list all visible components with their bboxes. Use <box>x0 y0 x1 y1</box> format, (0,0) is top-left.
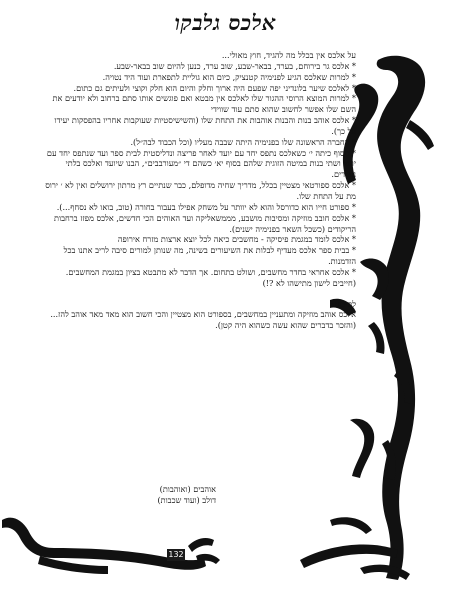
signature-block <box>157 484 216 506</box>
list-item: * אלכס חובב מוזיקה ומסיבות מושבע, מממשאליקה ועד האוהים הכי חדשים, אלכס מפזז ברחבות הריקודים (כשכל השאר בפנימיה ישנים). <box>54 212 356 234</box>
summary-text: אלכס אוהב מוזיקה ומתעניין במחשבים, בספורט הוא מצטיין והכי חשוב הוא מאד מאד אוהב להז... (והזכר בדברים שהוא עשה כשהוא היה קטן). <box>50 309 356 331</box>
page-number: 132 <box>168 550 184 559</box>
list-item: * אלכס לומד במגמת פיסיקה - מחשבים כיאה לכל יוצא ארצות מזרח אירופה <box>117 234 356 245</box>
list-item: * אלכס ספורטאי מצטיין בכלל, מדריך שחיה מדופלם, כבר שנתיים רץ מרתון ירושלים ואין לא ׳ ירוס מת על התחת שלו. <box>45 180 356 201</box>
list-item: * מסוף כיתה י׳ כשאלכס נתפס יחד עם יועד לאחר פריצה ונדליסטית לבית ספר ועד שנתפס יחד עם יועד ושתי בנות במיטה הזוגית שלהם בסוף יא׳ כשהם די ״מעורבבים״, הבנו שיועד ואלכס בלתי נפרדים. <box>46 147 356 180</box>
list-item: * אלכס אחראי בחדר מחשבים, ושולט בתחום. אך הדבר לא מתבטא בציון במגמת המחשבים. (חייבים לישון מתישהו לא ?!) <box>65 266 356 288</box>
list-item: * למרות שאלכס הגיע לפנימיה קטנציק, כיום הוא גוליית לתפארת ועוד היד נטויה. <box>102 71 356 82</box>
summary-section <box>44 299 356 332</box>
list-item: * בבית ספר אלכס מעדיף לבלות את השיעורים בשינה, מה שנותן למורים סיבה לריב אתנו בכל הזדמנות. <box>63 245 356 267</box>
list-item: * ספורט חייו הוא כדורסל והוא לא יוותר על משחק אפילו בעבור בחורה (טוב, בואו לא נסחף...). <box>56 201 356 212</box>
list-item: * החברה הראשונה שלו בפנימיה היתה שבבה מעליו (וכל הכבוד לבה״ל). <box>130 136 356 147</box>
signature-line-1: אוהבים (ואוהבות) <box>159 484 216 494</box>
list-item: * למרות המוצא הרוסי ההגור שלו לאלכס אין מבטא ואם פוגשים אותו סתם ברחוב ולא יודעים את השם שלו אפשר לחשוב שהוא סתם עוד שווידי <box>52 93 356 115</box>
summary-heading: לסיכום: <box>331 298 356 309</box>
list-item: * לאלכס שיער בלונדיני יפה שפעם היה ארוך וחלק והיום הוא חלק וקוצי ולעיתים גם כתום. <box>73 82 356 93</box>
list-item: * אלכס גר בירוחם, בערד, בבאר-שבע, שוב ערד, כנען להיום שוב בבאר-שבע. <box>113 60 356 71</box>
article-body <box>44 50 356 331</box>
list-item: * אלכס אוהב בנות והבנות אוהבות את התחת שלו (והשישיסטיות שעוקבות אחריו בהפסקות יעידו על כך). <box>54 115 356 136</box>
bullet-list <box>44 61 356 289</box>
intro-line: על אלכס אין בכלל מה להגיד, חוץ מאולי... <box>221 50 356 60</box>
page-title: אלכס גלבקו <box>174 10 276 35</box>
signature-line-2: דולב (ועוד שכבות) <box>157 495 216 505</box>
